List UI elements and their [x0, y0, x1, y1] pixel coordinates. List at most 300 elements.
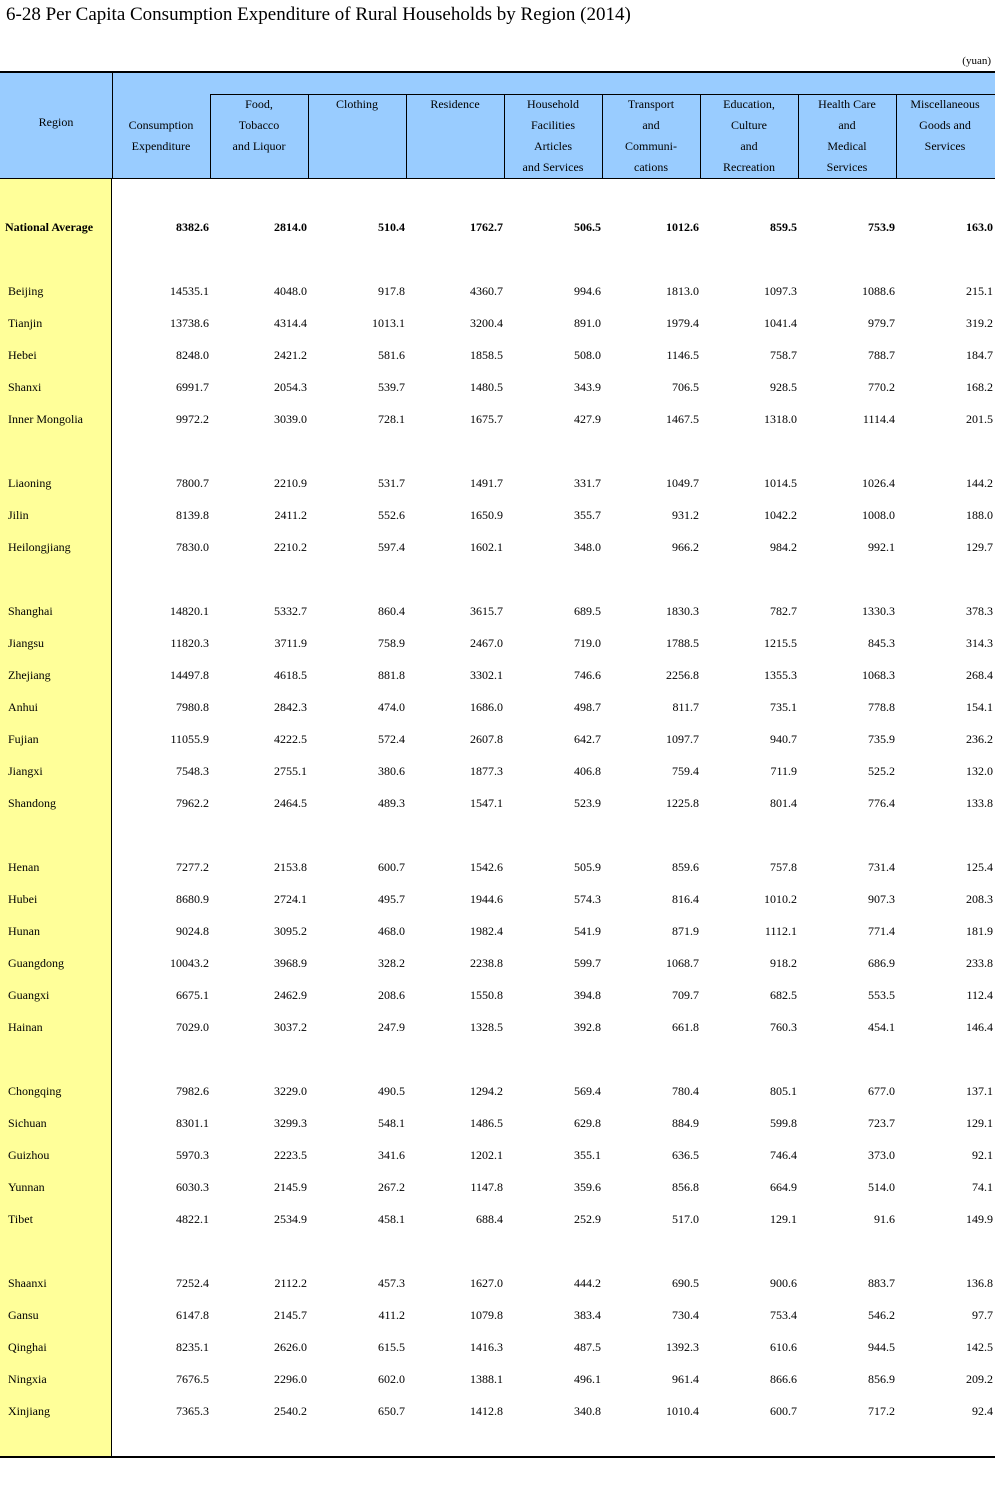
value-cell: 525.2 — [868, 764, 895, 778]
value-cell: 7982.6 — [176, 1084, 209, 1098]
value-cell: 966.2 — [672, 540, 699, 554]
value-cell: 1042.2 — [764, 508, 797, 522]
value-cell: 984.2 — [770, 540, 797, 554]
value-cell: 1412.8 — [470, 1404, 503, 1418]
table-row — [0, 1401, 995, 1421]
value-cell: 706.5 — [672, 380, 699, 394]
table-row — [0, 921, 995, 941]
value-cell: 859.5 — [770, 220, 797, 234]
value-cell: 992.1 — [868, 540, 895, 554]
value-cell: 1146.5 — [666, 348, 699, 362]
region-name: Liaoning — [8, 476, 52, 490]
value-cell: 7830.0 — [176, 540, 209, 554]
value-cell: 3302.1 — [470, 668, 503, 682]
value-cell: 2223.5 — [274, 1148, 307, 1162]
region-name: Jilin — [8, 508, 29, 522]
value-cell: 553.5 — [868, 988, 895, 1002]
table-row — [0, 953, 995, 973]
value-cell: 686.9 — [868, 956, 895, 970]
value-cell: 771.4 — [868, 924, 895, 938]
region-name: Tianjin — [8, 316, 43, 330]
value-cell: 546.2 — [868, 1308, 895, 1322]
region-name: Hebei — [8, 348, 37, 362]
value-cell: 1026.4 — [862, 476, 895, 490]
value-cell: 3299.3 — [274, 1116, 307, 1130]
value-cell: 717.2 — [868, 1404, 895, 1418]
region-name: Henan — [8, 860, 40, 874]
value-cell: 866.6 — [770, 1372, 797, 1386]
value-cell: 1602.1 — [470, 540, 503, 554]
value-cell: 2626.0 — [274, 1340, 307, 1354]
header-line: Residence — [430, 97, 480, 111]
header-line: and — [838, 118, 856, 132]
value-cell: 3037.2 — [274, 1020, 307, 1034]
value-cell: 517.0 — [672, 1212, 699, 1226]
value-cell: 137.1 — [966, 1084, 993, 1098]
value-cell: 7800.7 — [176, 476, 209, 490]
value-cell: 132.0 — [966, 764, 993, 778]
value-cell: 1486.5 — [470, 1116, 503, 1130]
data-table — [0, 71, 995, 1458]
value-cell: 7029.0 — [176, 1020, 209, 1034]
value-cell: 1944.6 — [470, 892, 503, 906]
value-cell: 856.8 — [672, 1180, 699, 1194]
value-cell: 650.7 — [378, 1404, 405, 1418]
value-cell: 883.7 — [868, 1276, 895, 1290]
value-cell: 163.0 — [966, 220, 993, 234]
value-cell: 394.8 — [574, 988, 601, 1002]
value-cell: 8248.0 — [176, 348, 209, 362]
value-cell: 600.7 — [770, 1404, 797, 1418]
value-cell: 1491.7 — [470, 476, 503, 490]
value-cell: 444.2 — [574, 1276, 601, 1290]
value-cell: 1068.7 — [666, 956, 699, 970]
value-cell: 4314.4 — [274, 316, 307, 330]
value-cell: 514.0 — [868, 1180, 895, 1194]
region-name: Shanghai — [8, 604, 53, 618]
value-cell: 4618.5 — [274, 668, 307, 682]
region-name: Hubei — [8, 892, 38, 906]
value-cell: 208.3 — [966, 892, 993, 906]
value-cell: 3968.9 — [274, 956, 307, 970]
table-row — [0, 1081, 995, 1101]
value-cell: 14497.8 — [170, 668, 209, 682]
region-name: Jiangxi — [8, 764, 43, 778]
region-name: Fujian — [8, 732, 39, 746]
region-name: Beijing — [8, 284, 44, 298]
header-line: Articles — [534, 139, 572, 153]
value-cell: 757.8 — [770, 860, 797, 874]
region-name: Guangdong — [8, 956, 64, 970]
value-cell: 236.2 — [966, 732, 993, 746]
value-cell: 1813.0 — [666, 284, 699, 298]
value-cell: 4048.0 — [274, 284, 307, 298]
value-cell: 690.5 — [672, 1276, 699, 1290]
value-cell: 133.8 — [966, 796, 993, 810]
header-line: Consumption — [128, 118, 194, 132]
value-cell: 891.0 — [574, 316, 601, 330]
value-cell: 314.3 — [966, 636, 993, 650]
table-row — [0, 1305, 995, 1325]
page-title: 6-28 Per Capita Consumption Expenditure of Rural Households by Region (2014) — [6, 4, 631, 25]
value-cell: 728.1 — [378, 412, 405, 426]
value-cell: 9024.8 — [176, 924, 209, 938]
value-cell: 355.7 — [574, 508, 601, 522]
value-cell: 340.8 — [574, 1404, 601, 1418]
value-cell: 233.8 — [966, 956, 993, 970]
value-cell: 1328.5 — [470, 1020, 503, 1034]
value-cell: 811.7 — [672, 700, 699, 714]
value-cell: 664.9 — [770, 1180, 797, 1194]
table-row — [0, 857, 995, 877]
value-cell: 599.7 — [574, 956, 601, 970]
table-row — [0, 1017, 995, 1037]
header-line: Services — [826, 160, 868, 174]
value-cell: 1416.3 — [470, 1340, 503, 1354]
value-cell: 9972.2 — [176, 412, 209, 426]
value-cell: 7676.5 — [176, 1372, 209, 1386]
value-cell: 495.7 — [378, 892, 405, 906]
table-row — [0, 985, 995, 1005]
value-cell: 1088.6 — [862, 284, 895, 298]
value-cell: 8301.1 — [176, 1116, 209, 1130]
value-cell: 1650.9 — [470, 508, 503, 522]
value-cell: 1979.4 — [666, 316, 699, 330]
value-cell: 7365.3 — [176, 1404, 209, 1418]
table-row — [0, 505, 995, 525]
value-cell: 427.9 — [574, 412, 601, 426]
value-cell: 2534.9 — [274, 1212, 307, 1226]
value-cell: 776.4 — [868, 796, 895, 810]
value-cell: 871.9 — [672, 924, 699, 938]
value-cell: 247.9 — [378, 1020, 405, 1034]
value-cell: 184.7 — [966, 348, 993, 362]
value-cell: 4360.7 — [470, 284, 503, 298]
value-cell: 778.8 — [868, 700, 895, 714]
value-cell: 7277.2 — [176, 860, 209, 874]
header-line: Culture — [731, 118, 767, 132]
value-cell: 2464.5 — [274, 796, 307, 810]
value-cell: 1318.0 — [764, 412, 797, 426]
header-line: Recreation — [723, 160, 775, 174]
value-cell: 201.5 — [966, 412, 993, 426]
region-name: Guizhou — [8, 1148, 50, 1162]
value-cell: 1467.5 — [666, 412, 699, 426]
value-cell: 759.4 — [672, 764, 699, 778]
header-line: Household — [527, 97, 579, 111]
value-cell: 2210.2 — [274, 540, 307, 554]
value-cell: 1097.7 — [666, 732, 699, 746]
value-cell: 1114.4 — [862, 412, 895, 426]
header-line: Goods and — [919, 118, 971, 132]
value-cell: 7980.8 — [176, 700, 209, 714]
value-cell: 149.9 — [966, 1212, 993, 1226]
value-cell: 142.5 — [966, 1340, 993, 1354]
value-cell: 816.4 — [672, 892, 699, 906]
header-region: Region — [38, 115, 74, 129]
region-name: Gansu — [8, 1308, 39, 1322]
value-cell: 1012.6 — [666, 220, 699, 234]
value-cell: 2540.2 — [274, 1404, 307, 1418]
value-cell: 508.0 — [574, 348, 601, 362]
region-name: Chongqing — [8, 1084, 62, 1098]
value-cell: 1355.3 — [764, 668, 797, 682]
value-cell: 2724.1 — [274, 892, 307, 906]
value-cell: 406.8 — [574, 764, 601, 778]
value-cell: 531.7 — [378, 476, 405, 490]
value-cell: 383.4 — [574, 1308, 601, 1322]
value-cell: 168.2 — [966, 380, 993, 394]
value-cell: 918.2 — [770, 956, 797, 970]
value-cell: 348.0 — [574, 540, 601, 554]
value-cell: 688.4 — [476, 1212, 503, 1226]
value-cell: 10043.2 — [170, 956, 209, 970]
value-cell: 2842.3 — [274, 700, 307, 714]
table-row — [0, 345, 995, 365]
value-cell: 1627.0 — [470, 1276, 503, 1290]
header-col-6 — [602, 94, 700, 178]
value-cell: 597.4 — [378, 540, 405, 554]
table-row — [0, 537, 995, 557]
value-cell: 758.9 — [378, 636, 405, 650]
value-cell: 510.4 — [378, 220, 405, 234]
value-cell: 267.2 — [378, 1180, 405, 1194]
value-cell: 719.0 — [574, 636, 601, 650]
value-cell: 208.6 — [378, 988, 405, 1002]
region-name: Shaanxi — [8, 1276, 47, 1290]
value-cell: 1550.8 — [470, 988, 503, 1002]
header-col-9 — [896, 94, 994, 157]
value-cell: 2145.9 — [274, 1180, 307, 1194]
value-cell: 746.4 — [770, 1148, 797, 1162]
table-row — [0, 729, 995, 749]
region-name: Hainan — [8, 1020, 43, 1034]
value-cell: 1542.6 — [470, 860, 503, 874]
region-name: Sichuan — [8, 1116, 47, 1130]
value-cell: 188.0 — [966, 508, 993, 522]
value-cell: 129.7 — [966, 540, 993, 554]
value-cell: 3200.4 — [470, 316, 503, 330]
region-name: Ningxia — [8, 1372, 47, 1386]
value-cell: 1547.1 — [470, 796, 503, 810]
value-cell: 581.6 — [378, 348, 405, 362]
value-cell: 1068.3 — [862, 668, 895, 682]
value-cell: 2153.8 — [274, 860, 307, 874]
table-row — [0, 409, 995, 429]
header-line: and — [642, 118, 660, 132]
value-cell: 454.1 — [868, 1020, 895, 1034]
table-row — [0, 665, 995, 685]
value-cell: 2256.8 — [666, 668, 699, 682]
value-cell: 860.4 — [378, 604, 405, 618]
header-col-3 — [308, 94, 406, 115]
value-cell: 341.6 — [378, 1148, 405, 1162]
value-cell: 574.3 — [574, 892, 601, 906]
value-cell: 181.9 — [966, 924, 993, 938]
value-cell: 1013.1 — [372, 316, 405, 330]
region-name: Guangxi — [8, 988, 50, 1002]
value-cell: 7962.2 — [176, 796, 209, 810]
value-cell: 129.1 — [966, 1116, 993, 1130]
value-cell: 753.4 — [770, 1308, 797, 1322]
value-cell: 474.0 — [378, 700, 405, 714]
value-cell: 328.2 — [378, 956, 405, 970]
value-cell: 1049.7 — [666, 476, 699, 490]
value-cell: 6147.8 — [176, 1308, 209, 1322]
value-cell: 1202.1 — [470, 1148, 503, 1162]
value-cell: 496.1 — [574, 1372, 601, 1386]
region-name: Zhejiang — [8, 668, 51, 682]
value-cell: 373.0 — [868, 1148, 895, 1162]
value-cell: 723.7 — [868, 1116, 895, 1130]
region-name: Tibet — [8, 1212, 33, 1226]
value-cell: 615.5 — [378, 1340, 405, 1354]
table-row — [0, 1177, 995, 1197]
value-cell: 487.5 — [574, 1340, 601, 1354]
value-cell: 2462.9 — [274, 988, 307, 1002]
table-row — [0, 601, 995, 621]
value-cell: 3711.9 — [274, 636, 307, 650]
national-average-row — [0, 217, 995, 237]
value-cell: 343.9 — [574, 380, 601, 394]
value-cell: 8139.8 — [176, 508, 209, 522]
header-line: Tobacco — [238, 118, 280, 132]
value-cell: 112.4 — [966, 988, 993, 1002]
value-cell: 770.2 — [868, 380, 895, 394]
value-cell: 14535.1 — [170, 284, 209, 298]
table-row — [0, 633, 995, 653]
value-cell: 523.9 — [574, 796, 601, 810]
value-cell: 735.1 — [770, 700, 797, 714]
value-cell: 1388.1 — [470, 1372, 503, 1386]
value-cell: 1112.1 — [764, 924, 797, 938]
value-cell: 677.0 — [868, 1084, 895, 1098]
table-row — [0, 793, 995, 813]
table-row — [0, 473, 995, 493]
header-col-7 — [700, 94, 798, 178]
unit-label: (yuan) — [962, 55, 991, 67]
value-cell: 2054.3 — [274, 380, 307, 394]
value-cell: 2755.1 — [274, 764, 307, 778]
value-cell: 600.7 — [378, 860, 405, 874]
value-cell: 711.9 — [770, 764, 797, 778]
value-cell: 746.6 — [574, 668, 601, 682]
table-row — [0, 1145, 995, 1165]
value-cell: 1830.3 — [666, 604, 699, 618]
table-row — [0, 697, 995, 717]
header-line: and — [740, 139, 758, 153]
value-cell: 1225.8 — [666, 796, 699, 810]
value-cell: 552.6 — [378, 508, 405, 522]
value-cell: 92.1 — [972, 1148, 993, 1162]
value-cell: 5332.7 — [274, 604, 307, 618]
value-cell: 1147.8 — [470, 1180, 503, 1194]
value-cell: 458.1 — [378, 1212, 405, 1226]
value-cell: 709.7 — [672, 988, 699, 1002]
value-cell: 917.8 — [378, 284, 405, 298]
value-cell: 380.6 — [378, 764, 405, 778]
value-cell: 489.3 — [378, 796, 405, 810]
value-cell: 758.7 — [770, 348, 797, 362]
table-row — [0, 377, 995, 397]
value-cell: 468.0 — [378, 924, 405, 938]
value-cell: 881.8 — [378, 668, 405, 682]
value-cell: 610.6 — [770, 1340, 797, 1354]
header-line: cations — [634, 160, 668, 174]
value-cell: 940.7 — [770, 732, 797, 746]
header-line: Facilities — [531, 118, 575, 132]
value-cell: 1097.3 — [764, 284, 797, 298]
value-cell: 1392.3 — [666, 1340, 699, 1354]
value-cell: 3229.0 — [274, 1084, 307, 1098]
region-name: Hunan — [8, 924, 40, 938]
value-cell: 2238.8 — [470, 956, 503, 970]
value-cell: 642.7 — [574, 732, 601, 746]
value-cell: 928.5 — [770, 380, 797, 394]
table-row — [0, 1273, 995, 1293]
value-cell: 8680.9 — [176, 892, 209, 906]
value-cell: 129.1 — [770, 1212, 797, 1226]
region-name: Heilongjiang — [8, 540, 71, 554]
value-cell: 569.4 — [574, 1084, 601, 1098]
header-line: Expenditure — [131, 139, 191, 153]
table-row — [0, 1369, 995, 1389]
table-row — [0, 1113, 995, 1133]
value-cell: 1982.4 — [470, 924, 503, 938]
value-cell: 780.4 — [672, 1084, 699, 1098]
value-cell: 74.1 — [972, 1180, 993, 1194]
header-col-4 — [406, 94, 504, 115]
value-cell: 146.4 — [966, 1020, 993, 1034]
value-cell: 8235.1 — [176, 1340, 209, 1354]
value-cell: 7252.4 — [176, 1276, 209, 1290]
value-cell: 539.7 — [378, 380, 405, 394]
header-col-5 — [504, 94, 602, 178]
table-header — [0, 73, 995, 179]
value-cell: 4822.1 — [176, 1212, 209, 1226]
value-cell: 1877.3 — [470, 764, 503, 778]
header-line: and Liquor — [232, 139, 286, 153]
value-cell: 91.6 — [874, 1212, 895, 1226]
value-cell: 541.9 — [574, 924, 601, 938]
value-cell: 1010.4 — [666, 1404, 699, 1418]
value-cell: 215.1 — [966, 284, 993, 298]
value-cell: 392.8 — [574, 1020, 601, 1034]
value-cell: 760.3 — [770, 1020, 797, 1034]
value-cell: 907.3 — [868, 892, 895, 906]
value-cell: 154.1 — [966, 700, 993, 714]
header-line: Miscellaneous — [910, 97, 980, 111]
table-row — [0, 761, 995, 781]
table-row — [0, 313, 995, 333]
value-cell: 805.1 — [770, 1084, 797, 1098]
value-cell: 252.9 — [574, 1212, 601, 1226]
value-cell: 505.9 — [574, 860, 601, 874]
value-cell: 572.4 — [378, 732, 405, 746]
value-cell: 900.6 — [770, 1276, 797, 1290]
table-row — [0, 1209, 995, 1229]
value-cell: 506.5 — [574, 220, 601, 234]
value-cell: 735.9 — [868, 732, 895, 746]
value-cell: 1480.5 — [470, 380, 503, 394]
value-cell: 2814.0 — [274, 220, 307, 234]
value-cell: 498.7 — [574, 700, 601, 714]
value-cell: 961.4 — [672, 1372, 699, 1386]
header-col-1 — [112, 115, 210, 157]
header-col-8 — [798, 94, 896, 178]
value-cell: 6991.7 — [176, 380, 209, 394]
header-line: Services — [924, 139, 966, 153]
